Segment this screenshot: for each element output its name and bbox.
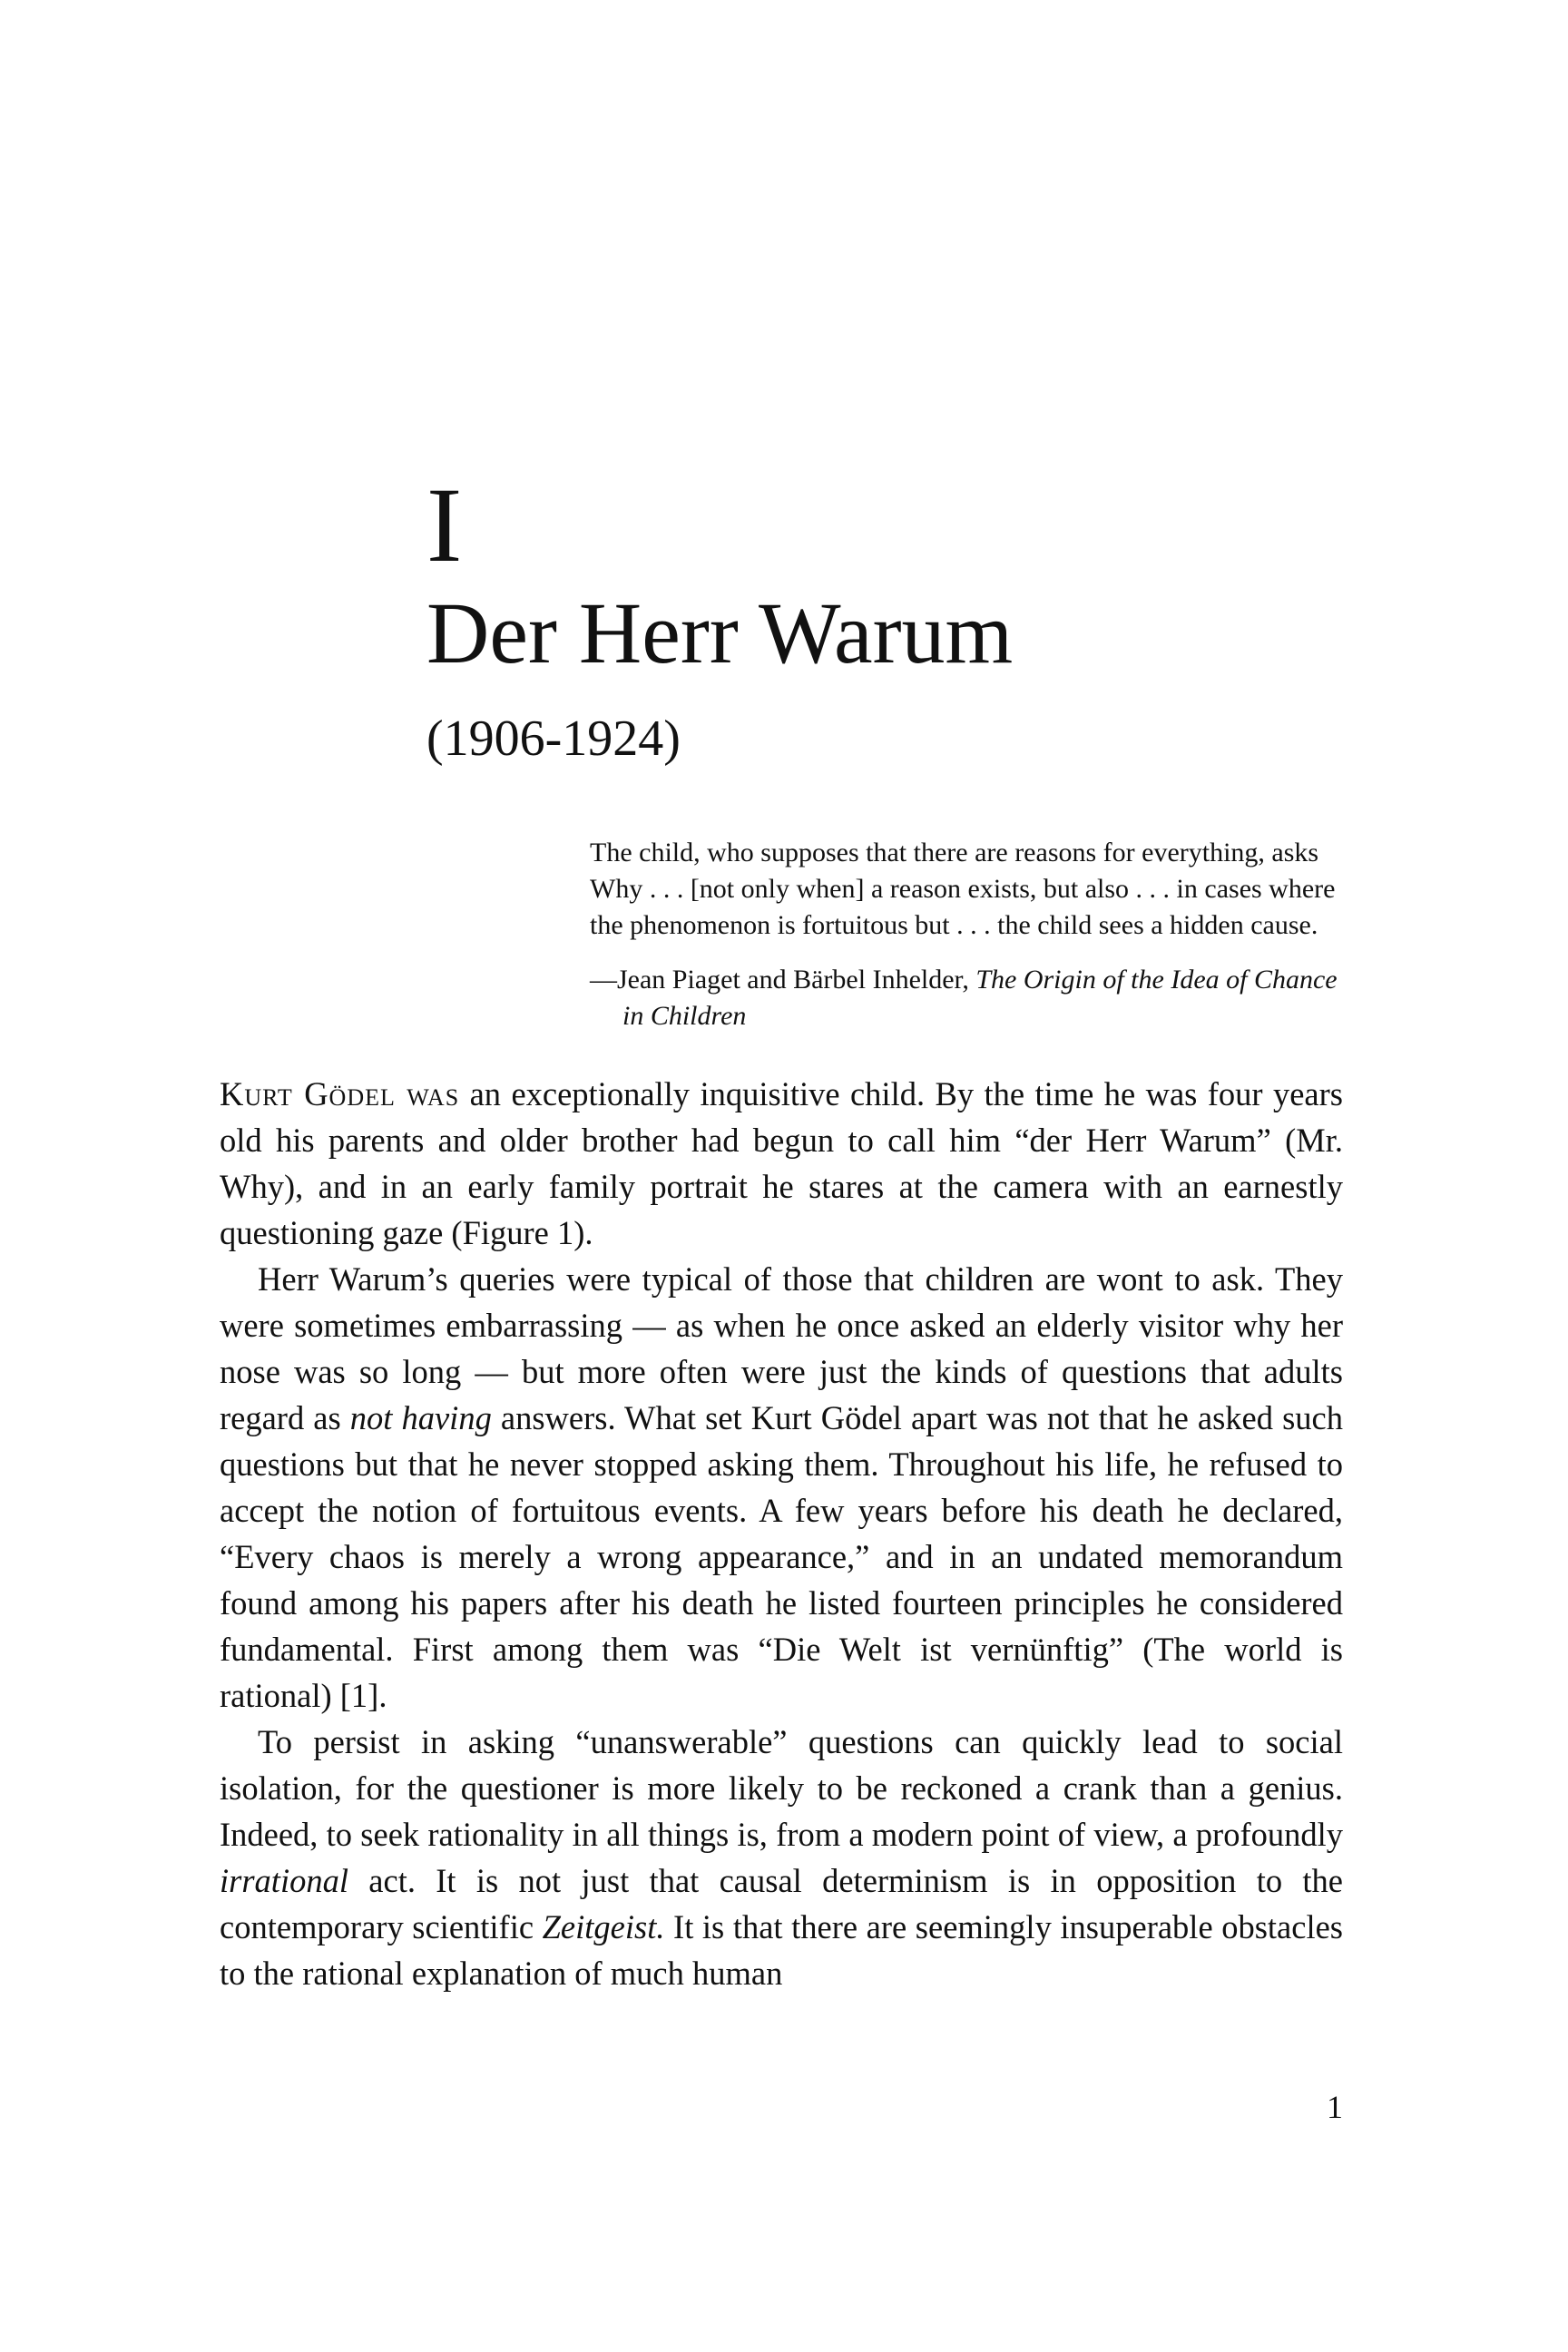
attribution-work: The Origin of the Idea of Chance in Children: [622, 965, 1338, 1031]
chapter-number: I: [426, 466, 463, 584]
paragraph-2-emphasis: not having: [349, 1399, 492, 1436]
chapter-years: (1906-1924): [426, 710, 681, 767]
paragraph-3-text-c: It is that there are seemingly insuperable obstacles to the rational explanation of much human: [220, 1908, 1344, 1992]
body-text: [220, 1071, 1343, 1996]
epigraph-attribution: [590, 962, 1343, 1034]
epigraph: [590, 835, 1343, 1034]
paragraph-3-text-b: act. It is not just that causal determinism is in opposition to the contemporary scientific: [220, 1862, 1343, 1945]
paragraph-1: [220, 1071, 1343, 1256]
page-number: 1: [1327, 2089, 1343, 2125]
paragraph-3: [220, 1719, 1343, 1996]
chapter-title: Der Herr Warum: [426, 584, 1014, 681]
paragraph-3-emphasis-2: Zeitgeist.: [542, 1908, 665, 1945]
paragraph-2-text-a: Herr Warum’s queries were typical of those that children are wont to ask. They were sometimes embarrassing — as when he once asked an elderly visitor why her nose was so long — but more often were just the kinds of questions that adults regard as: [220, 1260, 1343, 1436]
paragraph-2-text-b: answers. What set Kurt Gödel apart was not that he asked such questions but that he never stopped asking them. Throughout his life, he refused to accept the notion of fortuitous events. A few years before his death he declared, “Every chaos is merely a wrong appearance,” and in an undated memorandum found among his papers after his death he listed fourteen principles he considered fundamental. First among them was “Die Welt ist vernünftig” (The world is rational) [1].: [220, 1399, 1343, 1714]
attribution-authors: —Jean Piaget and Bärbel Inhelder,: [590, 965, 976, 995]
paragraph-3-emphasis-1: irrational: [220, 1862, 348, 1899]
paragraph-2: [220, 1256, 1343, 1719]
paragraph-3-text-a: To persist in asking “unanswerable” questions can quickly lead to social isolation, for the questioner is more likely to be reckoned a crank than a genius. Indeed, to seek rationality in all things is, from a modern point of view, a profoundly: [220, 1723, 1343, 1853]
epigraph-quote: The child, who supposes that there are reasons for everything, asks Why . . . [not only when] a reason exists, but also . . . in cases where the phenomenon is fortuitous but . . . the child sees a hidden cause.: [590, 838, 1336, 940]
paragraph-1-text: an exceptionally inquisitive child. By the time he was four years old his parents and older brother had begun to call him “der Herr Warum” (Mr. Why), and in an early family portrait he stares at the camera with an earnestly questioning gaze (Figure 1).: [220, 1075, 1343, 1251]
paragraph-lead-in: Kurt Gödel was: [220, 1075, 460, 1112]
